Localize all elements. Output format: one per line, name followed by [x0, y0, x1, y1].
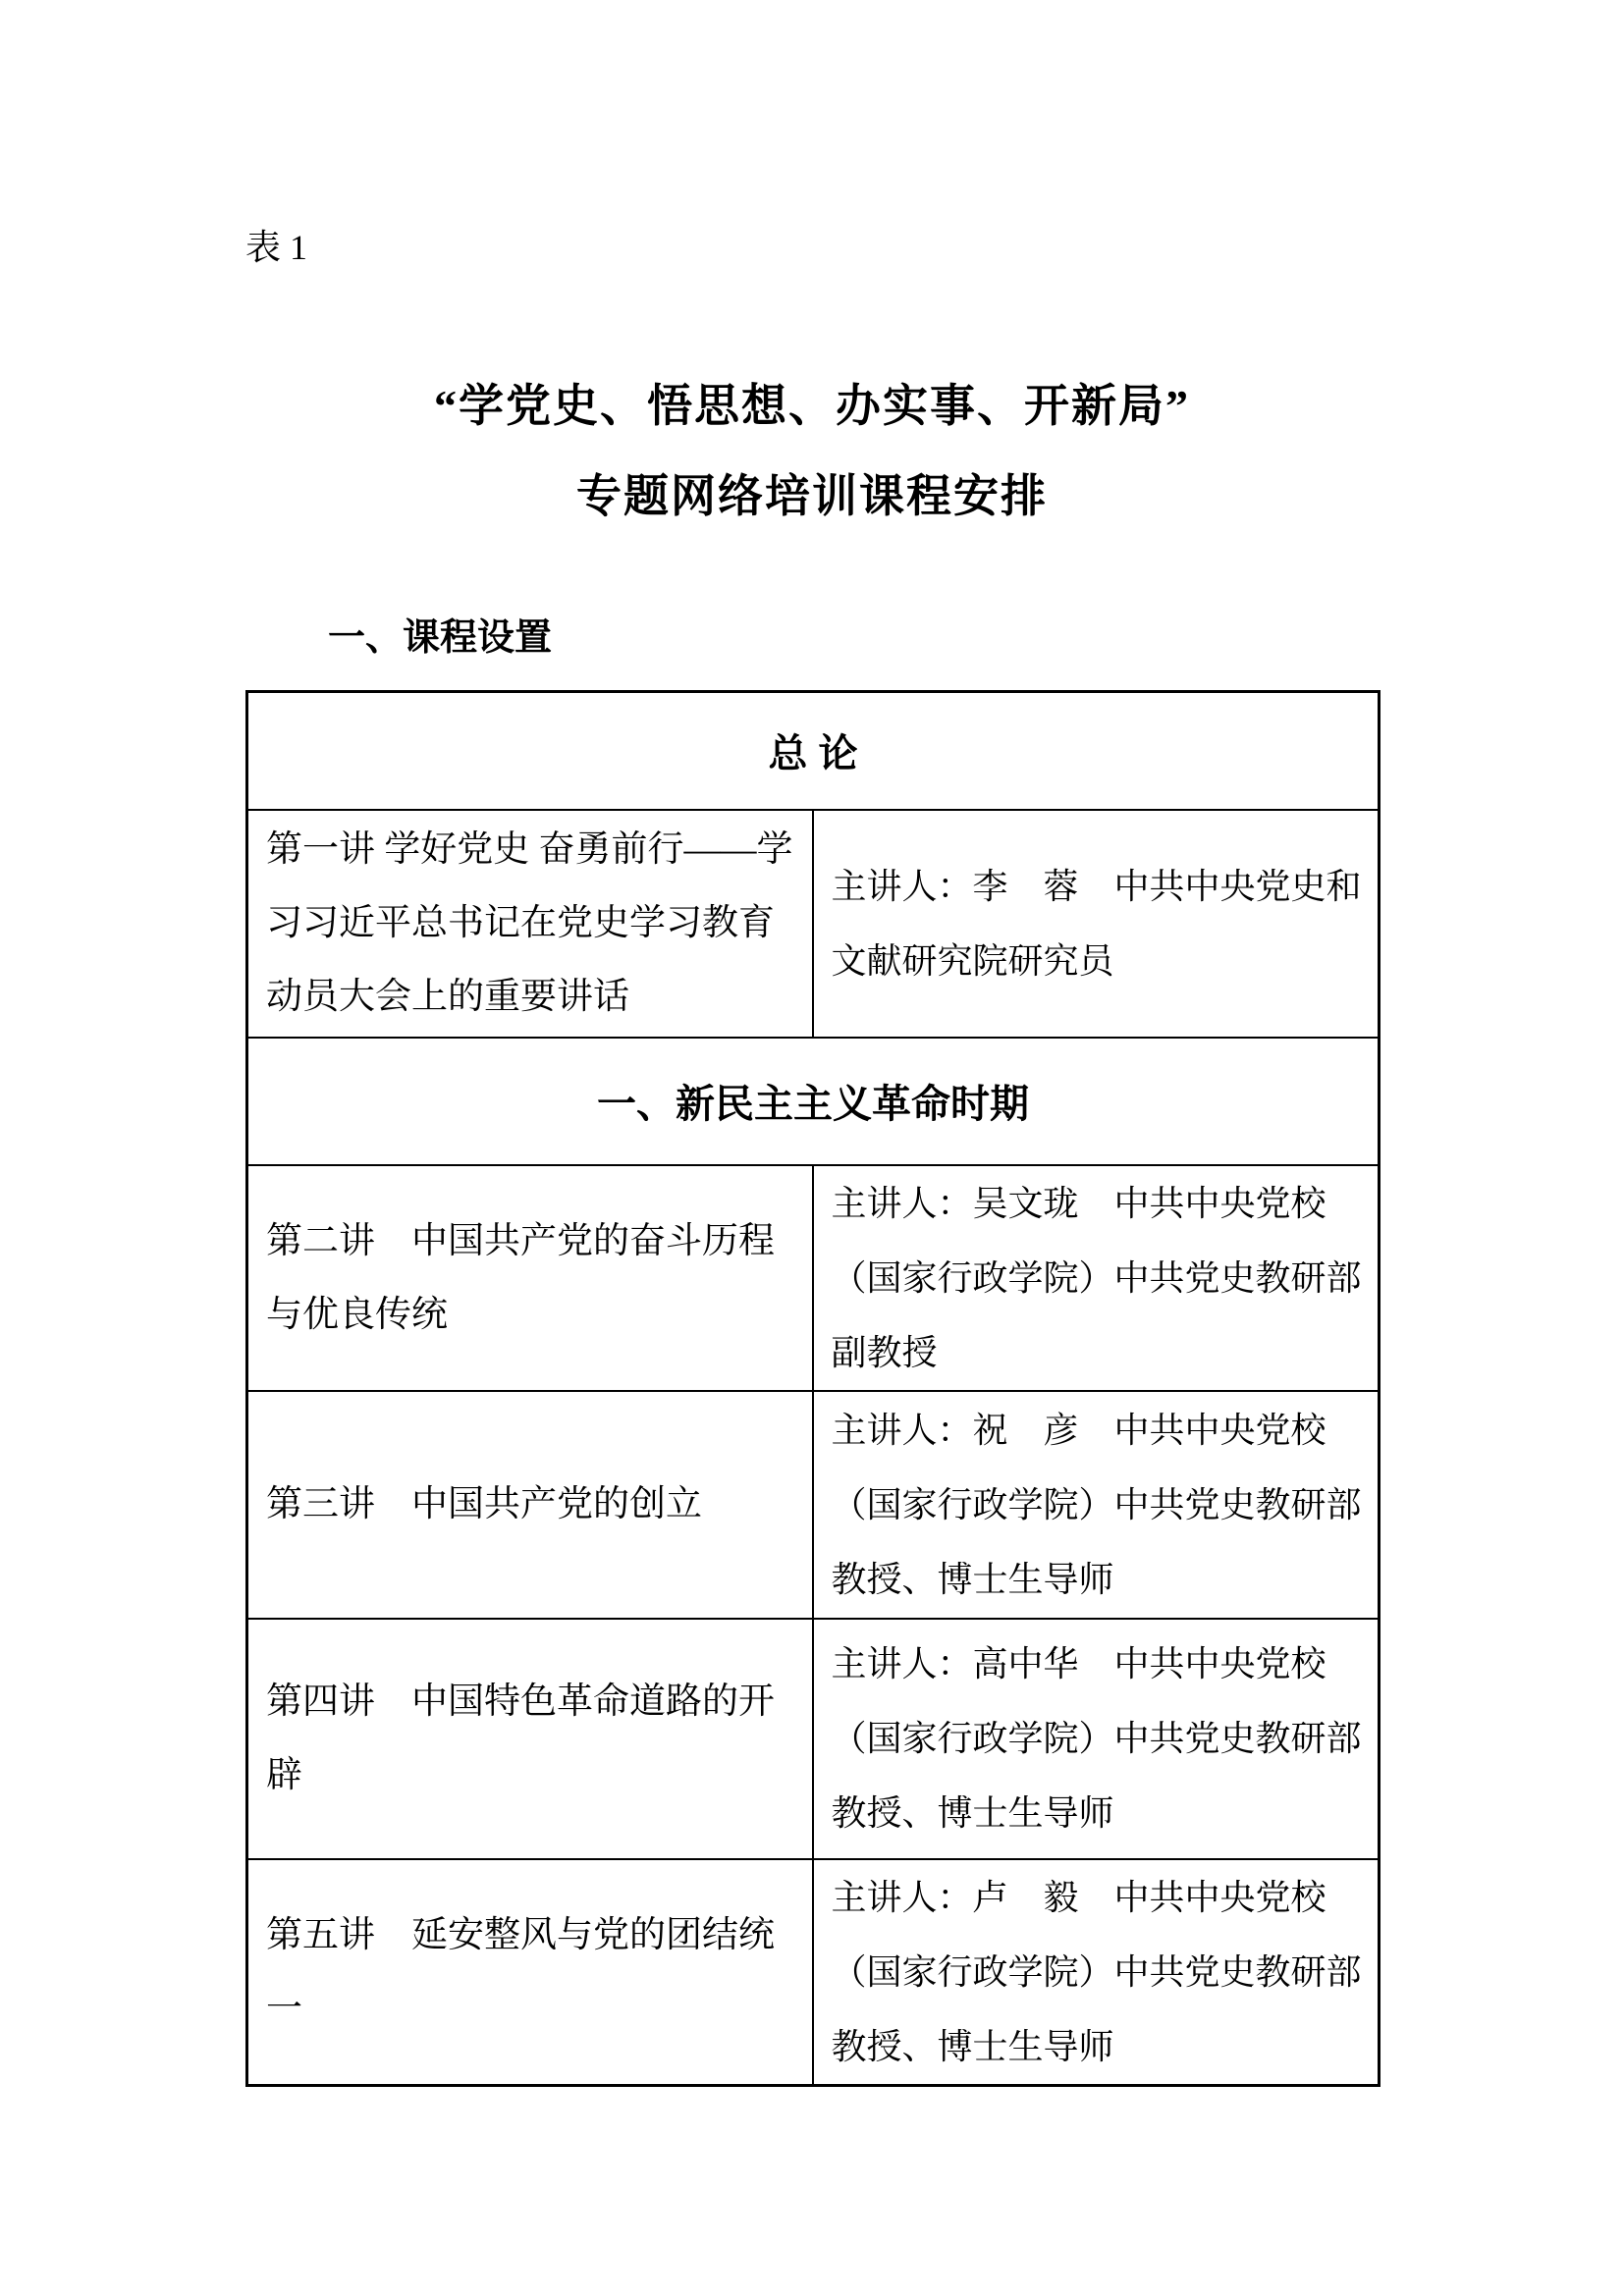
speaker-cell: 主讲人：高中华 中共中央党校（国家行政学院）中共党史教研部教授、博士生导师 [813, 1619, 1380, 1859]
section-heading-course-setup: 一、课程设置 [328, 617, 553, 659]
document-title-line1: “学党史、悟思想、办实事、开新局” [434, 381, 1190, 431]
speaker-cell: 主讲人：卢 毅 中共中央党校（国家行政学院）中共党史教研部教授、博士生导师 [813, 1859, 1380, 2086]
table-row [247, 1165, 1380, 1391]
course-title-cell: 第一讲 学好党史 奋勇前行——学习习近平总书记在党史学习教育动员大会上的重要讲话 [247, 810, 813, 1038]
period-header-cell: 一、新民主主义革命时期 [247, 1038, 1380, 1165]
table-row-general-header [247, 692, 1380, 810]
speaker-cell: 主讲人：祝 彦 中共中央党校（国家行政学院）中共党史教研部教授、博士生导师 [813, 1391, 1380, 1619]
course-schedule-table [245, 690, 1380, 2087]
document-title [0, 361, 1624, 542]
document-title-line2: 专题网络培训课程安排 [576, 471, 1048, 521]
table-row [247, 1619, 1380, 1859]
table-row [247, 810, 1380, 1038]
table-row-period-header [247, 1038, 1380, 1165]
table-row [247, 1391, 1380, 1619]
table-row [247, 1859, 1380, 2086]
speaker-cell: 主讲人：李 蓉 中共中央党史和文献研究院研究员 [813, 810, 1380, 1038]
course-title-cell: 第三讲 中国共产党的创立 [247, 1391, 813, 1619]
table-number-label: 表 1 [245, 228, 308, 267]
speaker-cell: 主讲人：吴文珑 中共中央党校（国家行政学院）中共党史教研部副教授 [813, 1165, 1380, 1391]
course-title-cell: 第四讲 中国特色革命道路的开辟 [247, 1619, 813, 1859]
course-title-cell: 第二讲 中国共产党的奋斗历程与优良传统 [247, 1165, 813, 1391]
general-header-cell: 总 论 [247, 692, 1380, 810]
course-title-cell: 第五讲 延安整风与党的团结统一 [247, 1859, 813, 2086]
